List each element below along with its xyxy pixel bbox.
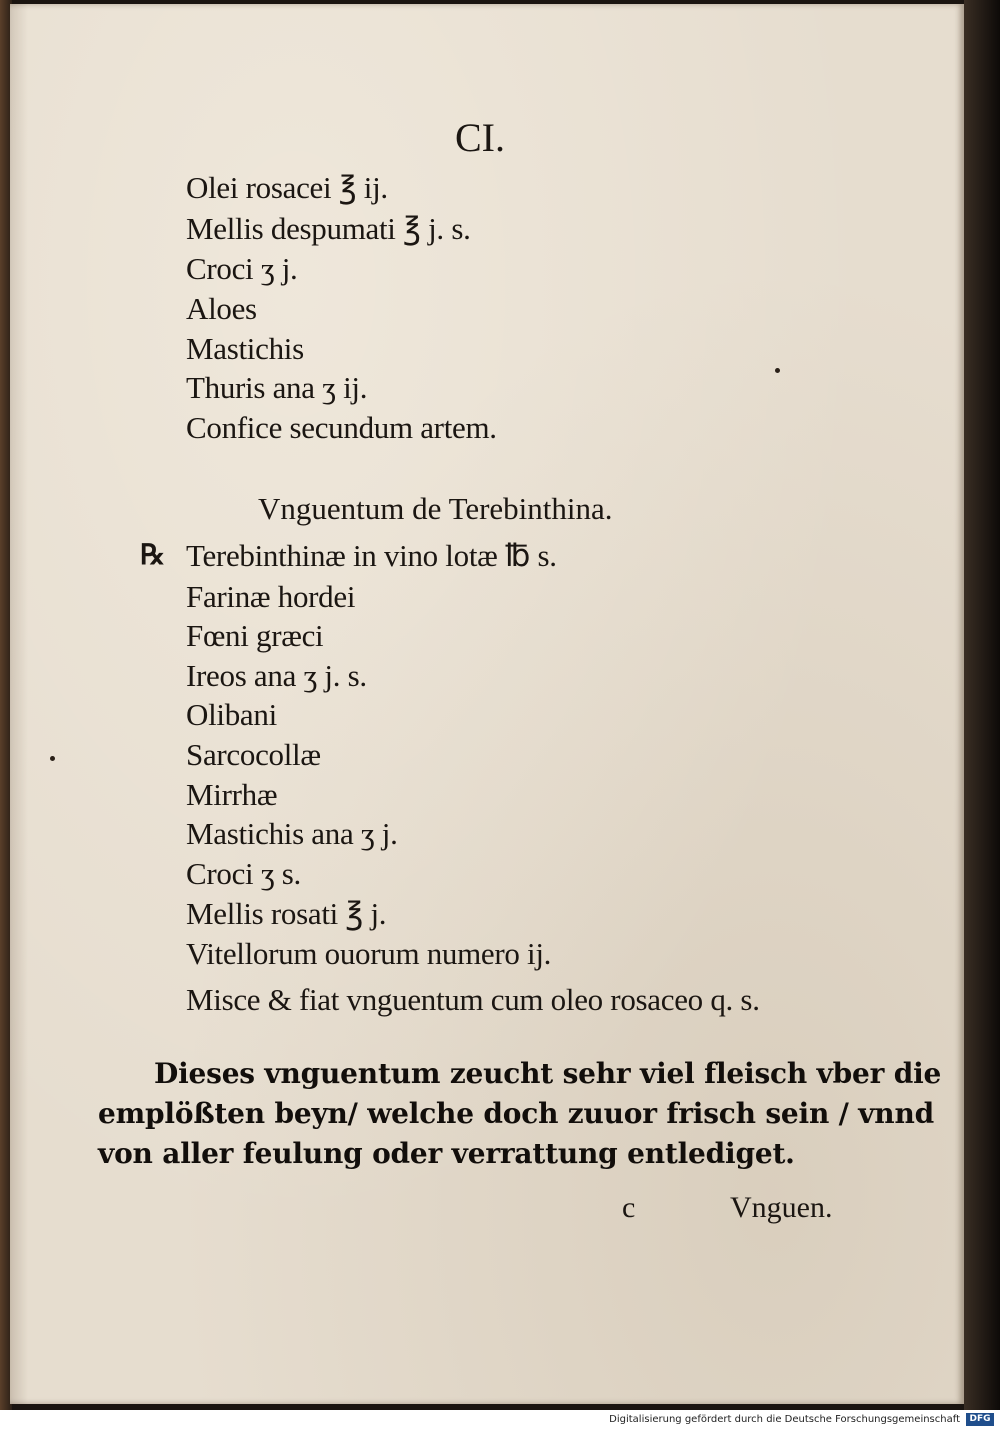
recipe2-line-3: Fœni græci	[186, 618, 324, 653]
recipe2-line-1: Terebinthinæ in vino lotæ ℔ s.	[186, 538, 557, 573]
recipe1-line-4: Aloes	[186, 291, 257, 326]
recipe2-line-6: Sarcocollæ	[186, 737, 321, 772]
folio-number: CI.	[455, 115, 505, 160]
recipe2-line-9: Croci ʒ s.	[186, 856, 301, 891]
recipe2-line-2: Farinæ hordei	[186, 579, 356, 614]
ink-speck	[775, 368, 780, 373]
recipe-heading: Vnguentum de Terebinthina.	[258, 491, 613, 526]
recipe2-line-5: Olibani	[186, 697, 277, 732]
recipe1-line-7: Confice secundum artem.	[186, 410, 497, 445]
german-line-1: Dieses vnguentum zeucht sehr viel fleisch vber die	[154, 1057, 942, 1090]
recipe1-line-2: Mellis despumati ℥ j. s.	[186, 211, 471, 246]
recipe2-line-10: Mellis rosati ℥ j.	[186, 896, 387, 931]
recipe1-line-6: Thuris ana ʒ ij.	[186, 370, 368, 405]
recipe1-line-3: Croci ʒ j.	[186, 251, 298, 286]
recipe2-line-8: Mastichis ana ʒ j.	[186, 816, 398, 851]
german-line-3: von aller feulung oder verrattung entlediget.	[98, 1137, 795, 1170]
catchword: Vnguen.	[730, 1191, 833, 1224]
footer-credit: Digitalisierung gefördert durch die Deutsche Forschungsgemeinschaft	[609, 1414, 960, 1425]
german-line-2: emplößten beyn/ welche doch zuuor frisch sein / vnnd	[98, 1097, 934, 1130]
recipe1-line-5: Mastichis	[186, 331, 304, 366]
footer-bar	[0, 1410, 1000, 1430]
ink-speck	[50, 756, 55, 761]
recipe2-line-4: Ireos ana ʒ j. s.	[186, 658, 367, 693]
recipe2-line-7: Mirrhæ	[186, 777, 278, 812]
dfg-logo: DFG	[966, 1413, 994, 1426]
page-edge-shadow	[964, 0, 1000, 1410]
recipe-symbol: ℞	[140, 540, 166, 571]
recipe1-line-1: Olei rosacei ℥ ij.	[186, 170, 388, 205]
recipe2-line-11: Vitellorum ouorum numero ij.	[186, 936, 552, 971]
signature-mark: c	[622, 1191, 636, 1224]
recipe2-line-12: Misce & fiat vnguentum cum oleo rosaceo q. s.	[186, 982, 760, 1017]
